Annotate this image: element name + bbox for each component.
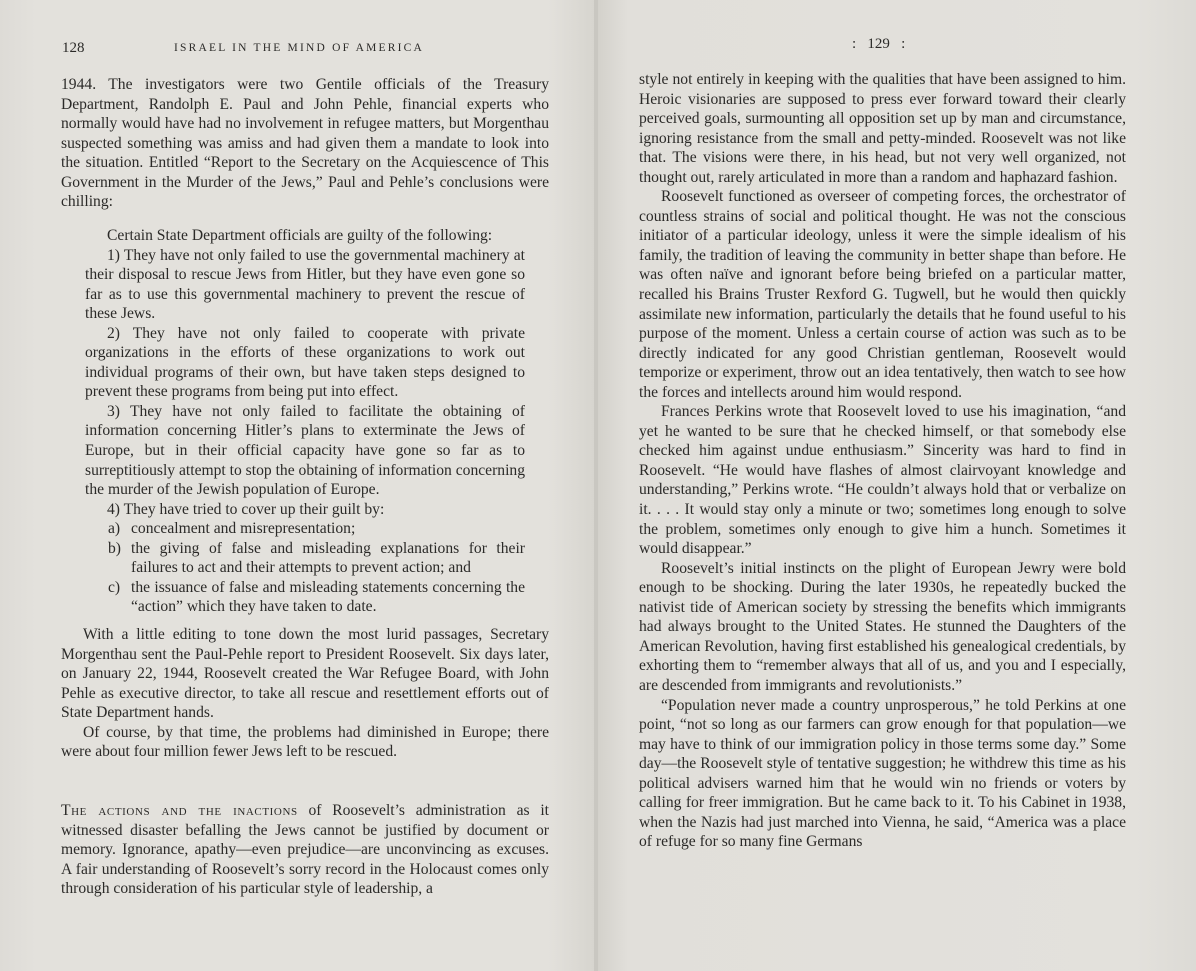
paragraph: 1944. The investigators were two Gentile officials of the Treasury Department, Randolph E. Paul and John Pehle, financial experts who normally would have had no involvement in refugee matters, but Morgenthau suspected something was amiss and had given them a mandate to look into the situation. Entitled “Report to the Secretary on the Acquiescence of This Government in the Murder of the Jews,” Paul and Pehle’s conclusions were chilling: (61, 76, 549, 211)
paragraph: Roosevelt’s initial instincts on the plight of European Jewry were bold enough to be shocking. During the later 1930s, he repeatedly bucked the nativist tide of American society by stressing the benefits which immigrants had always brought to the United States. He stunned the Daughters of the American Revolution, having first established his genealogical credentials, by exhorting them to “remember always that all of us, and you and I especially, are descended from immigrants and revolutionists.” (639, 559, 1126, 694)
sublist-item (85, 519, 525, 539)
right-body (639, 70, 1126, 852)
paragraph: Roosevelt functioned as overseer of competing forces, the orchestrator of countless strains of social and political thought. He was not the conscious initiator of a particular ideology, unless it were the simple idealism of his family, the tradition of leaving the community in better shape than before. He was often naïve and ignorant before being briefed on a particular matter, recalled his Brains Truster Rexford G. Tugwell, but he would then quickly assimilate new information, particularly the details that he found useful to his purpose of the moment. Unless a certain course of action was such as to be directly indicated for any good Christian gentleman, Roosevelt would temporize or experiment, throw out an idea tentatively, then watch to see how the forces and intellects around him would respond. (639, 188, 1126, 401)
left-page (0, 0, 596, 971)
page-number-left: 128 (62, 40, 85, 56)
paragraph: Of course, by that time, the problems had diminished in Europe; there were about four million fewer Jews left to be rescued. (61, 723, 549, 761)
sublist-item (85, 539, 525, 578)
left-body-section (61, 801, 549, 899)
quote-item-2: 2) They have not only failed to cooperate with private organizations in the efforts of these organizations to work out individual programs of their own, but have taken steps designed to prevent these programs from being put into effect. (85, 324, 525, 401)
sublist-label: a) (108, 520, 121, 538)
sublist-label: b) (108, 539, 121, 557)
quote-sublist (85, 519, 525, 617)
right-page (598, 0, 1196, 971)
left-body-middle (61, 625, 549, 762)
sublist-label: c) (108, 578, 121, 596)
section-text: of Roosevelt’s administration as it witnessed disaster befalling the Jews cannot be justified by document or memory. Ignorance, apathy—even prejudice—are unconvincing as excuses. A fair understanding of Roosevelt’s sorry record in the Holocaust comes only through consideration of his particular style of leadership, a (61, 802, 549, 898)
paragraph: Frances Perkins wrote that Roosevelt loved to use his imagination, “and yet he wanted to be sure that he checked himself, or that somebody else checked him against undue enthusiasm.” Sincerity was hard to find in Roosevelt. “He would have flashes of almost clairvoyant knowledge and understanding,” Perkins wrote. “He couldn’t always hold that or verbalize on it. . . . It would stay only a minute or two; sometimes long enough to solve the problem, sometimes only enough to give him a hunch. Sometimes it would disappear.” (639, 403, 1126, 558)
sublist-text: the issuance of false and misleading statements concerning the “action” which they have taken to date. (131, 578, 525, 616)
sublist-text: the giving of false and misleading explanations for their failures to act and their attempts to prevent action; and (131, 539, 525, 577)
block-quote (85, 226, 525, 617)
section-paragraph (61, 801, 549, 899)
quote-item-3: 3) They have not only failed to facilitate the obtaining of information concerning Hitler’s plans to exterminate the Jews of Europe, but in their official capacity have gone so far as to surreptitiously attempt to stop the obtaining of information concerning the murder of the Jewish population of Europe. (85, 402, 526, 499)
sublist-text: concealment and misrepresentation; (131, 520, 356, 538)
sublist-item (85, 578, 525, 617)
quote-item-4: 4) They have tried to cover up their guilt by: (107, 500, 385, 518)
paragraph: style not entirely in keeping with the qualities that have been assigned to him. Heroic visionaries are supposed to press ever forward toward their clearly perceived goals, surmounting all opposition set up by man and circumstance, ignoring resistance from the small and petty-minded. Roosevelt was not like that. The visions were there, in his head, but not very well organized, not thought out, rarely articulated in more than a random and haphazard fashion. (639, 71, 1126, 186)
quote-item-1: 1) They have not only failed to use the governmental machinery at their disposal to rescue Jews from Hitler, but they have even gone so far as to use this governmental machinery to prevent the rescue of these Jews. (85, 246, 525, 323)
section-lead-in: The actions and the inactions (61, 802, 298, 819)
paragraph: With a little editing to tone down the most lurid passages, Secretary Morgenthau sent the Paul-Pehle report to President Roosevelt. Six days later, on January 22, 1944, Roosevelt created the War Refugee Board, with John Pehle as executive director, to take all rescue and resettlement efforts out of State Department hands. (61, 626, 549, 722)
paragraph: “Population never made a country unprosperous,” he told Perkins at one point, “not so long as our farmers can grow enough for that population—we may have to think of our immigration policy in those terms some day.” Some day—the Roosevelt style of tentative suggestion; he withdrew this time as his political advisers warned him that he would win no friends or voters by calling for freer immigration. But he came back to it. To his Cabinet in 1938, when the Nazis had just marched into Vienna, he said, “America was a place of refuge for so many fine Germans (639, 696, 1126, 851)
running-head: ISRAEL IN THE MIND OF AMERICA (174, 42, 425, 54)
page-number-right: : 129 : (852, 36, 906, 52)
left-body-opening (61, 75, 549, 212)
quote-intro: Certain State Department officials are guilty of the following: (107, 227, 493, 244)
